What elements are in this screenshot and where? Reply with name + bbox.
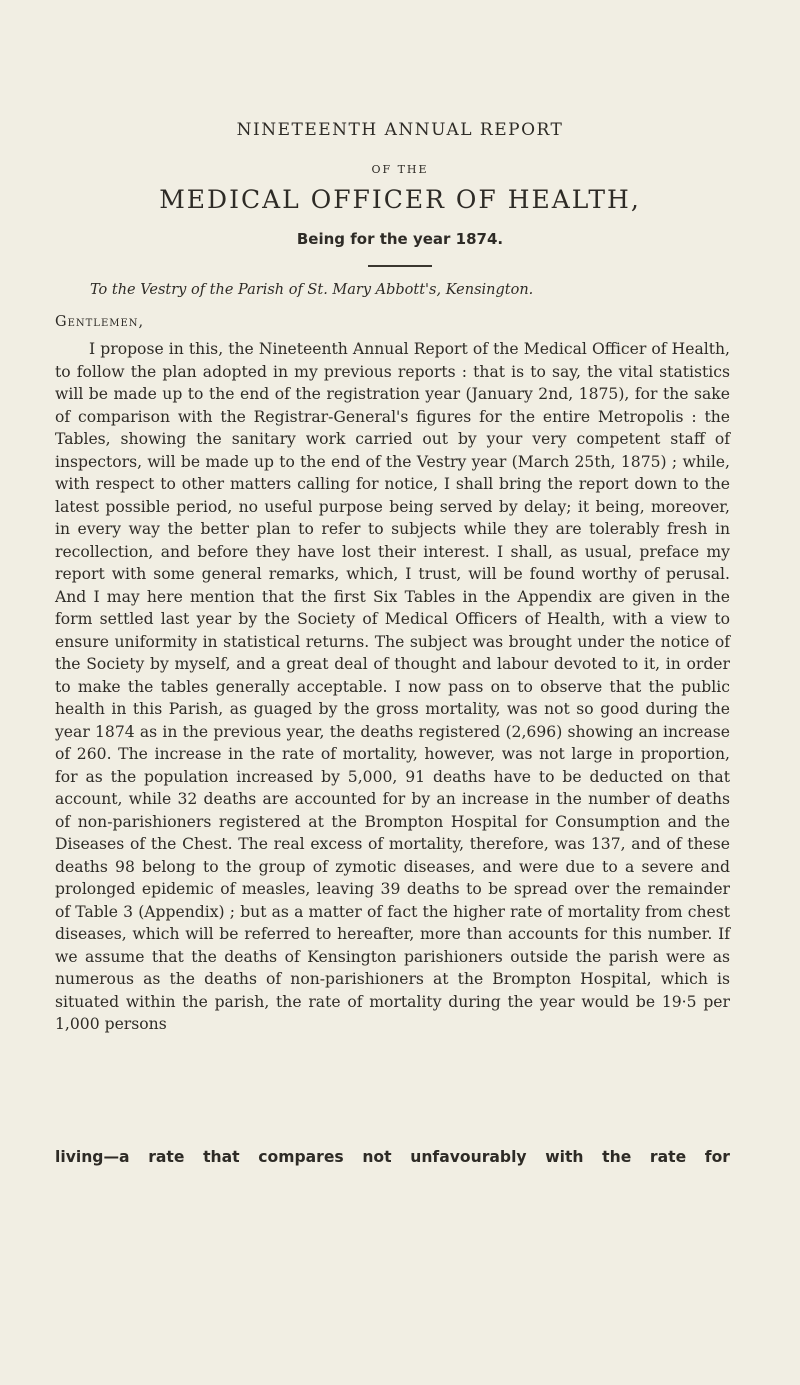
main-title: MEDICAL OFFICER OF HEALTH, — [159, 185, 641, 214]
salutation: Gentlemen, — [55, 314, 145, 330]
last-line: living—a rate that compares not unfavourably with the rate for — [55, 1148, 730, 1166]
subtitle-year: Being for the year 1874. — [296, 230, 504, 248]
body-paragraph: I propose in this, the Nineteenth Annual Report of the Medical Officer of Health, to follow the plan adopted in my previous reports : that is to say, the vital statistics will be made up to the end of the registration year (January 2nd, 1875), for the sake of comparison with the Registrar-General's figures for the entire Metropolis : the Tables, showing the sanitary work carried out by your very competent staff of inspectors, will be made up to the end of the Vestry year (March 25th, 1875) ; while, with respect to other matters calling for notice, I shall bring the report down to the latest possible period, no useful purpose being served by delay; it being, moreover, in every way the better plan to refer to subjects while they are tolerably fresh in recollection, and before they have lost their interest. I shall, as usual, preface my report with some general remarks, which, I trust, will be found worthy of perusal. And I may here mention that the first Six Tables in the Appendix are given in the form settled last year by the Society of Medical Officers of Health, with a view to ensure uniformity in statistical returns. The subject was brought under the notice of the Society by myself, and a great deal of thought and labour devoted to it, in order to make the tables generally acceptable. I now pass on to observe that the public health in this Parish, as guaged by the gross mortality, was not so good during the year 1874 as in the previous year, the deaths registered (2,696) showing an increase of 260. The increase in the rate of mortality, however, was not large in proportion, for as the population increased by 5,000, 91 deaths have to be deducted on that account, while 32 deaths are accounted for by an increase in the number of deaths of non-parishioners registered at the Brompton Hospital for Consumption and the Diseases of the Chest. The real excess of mortality, therefore, was 137, and of these deaths 98 belong to the group of zymotic diseases, and were due to a severe and prolonged epidemic of measles, leaving 39 deaths to be spread over the remainder of Table 3 (Appendix) ; but as a matter of fact the higher rate of mortality from chest diseases, which will be referred to hereafter, more than accounts for this number. If we assume that the deaths of Kensington parishioners outside the parish were as numerous as the deaths of non-parishioners at the Brompton Hospital, which is situated within the parish, the rate of mortality during the year would be 19·5 per 1,000 persons — [55, 340, 730, 1033]
report-title: NINETEENTH ANNUAL REPORT — [236, 120, 564, 140]
address-line: To the Vestry of the Parish of St. Mary Abbott's, Kensington. — [90, 282, 534, 298]
of-the-label: OF THE — [371, 163, 429, 176]
divider-rule — [368, 265, 432, 267]
